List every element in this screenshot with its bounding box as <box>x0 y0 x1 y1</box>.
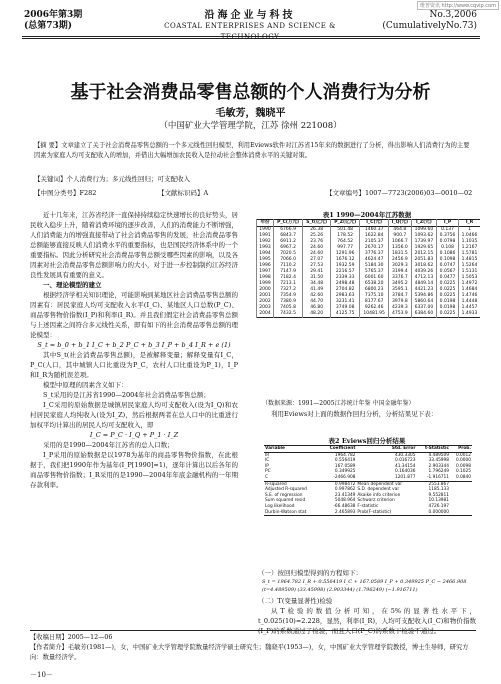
table-cell: 1676.12 <box>331 257 360 263</box>
table-cell: 7110.2 <box>273 263 302 269</box>
authors: 毛敏芳，魏晓平 <box>215 108 286 119</box>
table-header: I_Q(元) <box>389 220 412 227</box>
table-cell: 0.0798 <box>437 239 459 245</box>
table1-title: 表1 1990—2004年江苏数据 <box>322 211 412 219</box>
header-rule <box>22 36 480 37</box>
table-cell: 0.164036 <box>394 469 416 475</box>
table-cell: 2704.82 <box>331 287 360 293</box>
stats-cell: Mean dependent var <box>357 481 403 487</box>
stats-cell: 5048.964 <box>334 498 356 504</box>
table-cell: 3776.37 <box>360 251 389 257</box>
table-cell: 2001 <box>257 293 274 299</box>
table-header: I_C(元) <box>360 220 389 227</box>
table-cell: 41.49 <box>303 287 331 293</box>
table-cell: 1994 <box>257 251 274 257</box>
table-cell: 7213.1 <box>273 281 302 287</box>
stats-cell: Adjusted R-squared <box>265 487 307 493</box>
table-cell: 4125.75 <box>331 311 360 318</box>
table-cell: 2983.63 <box>331 293 360 299</box>
table-header: S_t(亿元) <box>303 220 331 227</box>
table-cell: 1.5131 <box>459 269 480 275</box>
table-cell: 7182.4 <box>273 275 302 281</box>
table-cell: 1093.62 <box>411 233 436 239</box>
table-cell: 1099.60 <box>411 227 436 234</box>
table-cell: 1066.7 <box>389 239 412 245</box>
table-cell: 2002 <box>257 299 274 305</box>
table-cell: 0.1086 <box>437 251 459 257</box>
keywords: 【关键词】个人消费行为；多元线性回归；可支配收入 <box>34 175 190 183</box>
table-cell: 3029.3 <box>389 263 412 269</box>
watermark: 维普资讯 http://www.cqvip.com <box>417 1 499 10</box>
classification-number: 【中图分类号】F282 <box>34 189 97 197</box>
table-cell: C <box>265 474 269 480</box>
table-cell: 0.1098 <box>437 257 459 263</box>
table-cell: 2051.83 <box>411 257 436 263</box>
table-cell: 997.77 <box>331 245 360 251</box>
table-cell: 0.0567 <box>437 269 459 275</box>
paragraph: 从T检验的数值分析可知，在5%的显著性水平下，t_0.025(10)=2.228，显然，利率(I_R)，人均可支配收入(I_C)和物价指数(I_P)的系数通过了检验，而且人口(P_C)的系数下检验不通过。 <box>258 607 476 635</box>
paragraph: 利用Eviews对上面的数据作回归分析，分析结果见下表： <box>271 410 438 418</box>
table-header: Prob. <box>458 446 471 451</box>
table-cell: 1.4448 <box>459 299 480 305</box>
stats-cell: 2553.867 <box>428 481 450 487</box>
paragraph: I_C采用的原始数据是城镇居民家庭人均可支配收入(设为I_Q)和农村居民家庭人均纯收入(设为I_Z)，然后根据两者在总人口中的比重进行加权平均计算出的居民人均可支配收入，即 <box>30 401 238 429</box>
table-cell: 3018.62 <box>411 263 436 269</box>
header-issue-right <box>382 10 477 32</box>
paragraph: I_P采用的原始数据是以1978为基年的商品零售物价指数，在此根据于，我们把1990年作为基年(I_P[1990]=1)，逐年计算出以后各年的商品零售物价指数；I_R采用的是1990—2004年年底金融机构的一年期存款利率。 <box>30 451 238 489</box>
table-cell: 2339.33 <box>331 275 360 281</box>
author-info: 【作者简介】毛敏芳(1981—)，女，中国矿业大学管理学院数量经济学硕士研究生；魏晓平(1953—)，女，中国矿业大学管理学院教授，博士生导师，研究方向：数量经济学。 <box>30 644 469 661</box>
stats-row <box>264 487 472 493</box>
table-cell: PC <box>265 469 271 475</box>
table-cell: 0.016723 <box>394 458 416 464</box>
table-cell: 0.0198 <box>437 305 459 311</box>
table-cell: 2498.48 <box>331 281 360 287</box>
table1-note: （数据来源：1991—2005江苏统计年鉴 中国金融年鉴） <box>262 400 415 407</box>
table-cell: 6800.23 <box>360 287 389 293</box>
table-cell: 0.349925 <box>334 469 356 475</box>
header-issue-left <box>24 10 82 32</box>
paragraph: 根据经济学相关知识理论，可能影响到某地区社会消费品零售总额的因素有：居民家庭人均可支配收入水平(I_C)、某地区人口总数(P_C)、商品零售物价指数(I_P)和利率(I_R)。并且我们假定社会消费品零售总额与上述因素之间符合多元线性关系，即有如下的社会消费品零售总额的理论模型： <box>30 291 238 339</box>
table-cell: 0.0098 <box>455 463 471 469</box>
table-cell: 7066.0 <box>273 257 302 263</box>
table-cell: 0.0000 <box>455 458 471 464</box>
article-number: 【文章编号】1007—7723(2006)03—0010—02 <box>326 189 473 197</box>
table-cell: 1991 <box>257 233 274 239</box>
abstract: 【摘 要】文章建立了关于社会消费品零售总额的一个多元线性回归模型，利用Eviews软件对江苏省15年来的数据进行了分析，得出影响人们消费行为的主要因素为家庭人均可支配收入的增加，并借出大幅增加农民收入是拉动社会整体消费水平的关键对策。 <box>34 142 470 159</box>
page-number: －10－ <box>30 671 53 679</box>
stats-cell: Akaike info criterion <box>357 492 401 498</box>
stats-cell: Log likelihood <box>265 503 295 509</box>
table-cell: 7432.5 <box>273 311 302 318</box>
table-cell: 1.4972 <box>459 281 480 287</box>
table-cell: 1.0466 <box>459 233 480 239</box>
table-cell: 501.48 <box>331 227 360 234</box>
table-cell: 4753.9 <box>389 311 412 318</box>
stats-cell: F-statistic <box>357 503 379 509</box>
table-cell: 1998 <box>257 275 274 281</box>
income-formula: I_C = P_C · I_Q + P_1 · I_Z <box>89 431 179 439</box>
table-cell: 1997 <box>257 269 274 275</box>
table-header: I_R <box>459 220 480 227</box>
table-cell: 0.0747 <box>437 263 459 269</box>
header-rule-thin <box>22 38 480 39</box>
stats-cell: 23.41349 <box>334 492 356 498</box>
stats-cell: Prob(F-statistic) <box>357 509 392 515</box>
table-cell: 9262.46 <box>360 305 389 311</box>
table-header: Std. Error <box>391 446 416 451</box>
stats-cell: Durbin-Watson stat <box>265 509 307 515</box>
table-cell: 0.108 <box>437 245 459 251</box>
table-cell: 1.1035 <box>459 239 480 245</box>
table-cell: 41.34154 <box>394 463 416 469</box>
table-cell: 1.5264 <box>459 263 480 269</box>
table-cell: 1622.84 <box>360 233 389 239</box>
table-cell: 6766.9 <box>273 227 302 234</box>
table-cell: 3979.8 <box>389 299 412 305</box>
stats-row <box>264 510 472 516</box>
table-cell: 3749.08 <box>331 305 360 311</box>
table-row <box>257 311 481 318</box>
table-cell: IR <box>265 452 270 458</box>
paragraph: 采用的是1990—2004年江苏省的总人口数； <box>43 441 174 449</box>
data-table <box>256 219 480 318</box>
received-date: 【收稿日期】2005—12—06 <box>30 634 113 641</box>
table-cell: 34.48 <box>303 281 331 287</box>
section-heading: 一、理论模型的建立 <box>43 281 102 289</box>
table-cell: 3376.7 <box>389 275 412 281</box>
stats-cell: 0.997862 <box>334 487 356 493</box>
stats-cell: 4726.197 <box>428 503 450 509</box>
table-cell: 4849.14 <box>411 281 436 287</box>
table-cell: 1201.877 <box>394 474 416 480</box>
table-cell: 4712.13 <box>411 275 436 281</box>
table-cell: 4624.47 <box>360 257 389 263</box>
stats-pad <box>450 510 472 516</box>
equation-stats: (t=4.489509) (33.45998) (2.903344) (1.796249) (−1.916711) <box>262 587 418 593</box>
table-cell: 24.60 <box>303 251 331 257</box>
table-cell: 48.20 <box>303 311 331 318</box>
table-cell: 7147.9 <box>273 269 302 275</box>
journal-en: COASTAL ENTERPRISES AND SCIENCE & TECHNOLOGY <box>164 22 336 41</box>
total-right: (CumulativelyNo.73) <box>382 21 477 31</box>
table-cell: 1.4933 <box>459 311 480 318</box>
table-cell: 1.796249 <box>428 469 450 475</box>
table-cell: 2.903344 <box>428 463 450 469</box>
table-cell: 1993 <box>257 245 274 251</box>
table-cell: 1995 <box>257 257 274 263</box>
table-cell: 5184.30 <box>360 263 389 269</box>
stats-cell: R-squared <box>265 481 287 487</box>
table-cell: -2466.908 <box>333 474 356 480</box>
table-cell: 1739.97 <box>411 239 436 245</box>
table-cell: 0.1025 <box>455 469 471 475</box>
table-cell: 0.0198 <box>437 299 459 305</box>
table-cell: 7380.9 <box>273 299 302 305</box>
table-cell: -1.916711 <box>426 474 450 480</box>
stats-cell: Sum squared resid <box>265 498 306 504</box>
table-cell: 1 <box>459 227 480 234</box>
journal-cn: 沿海企业与科技 <box>204 10 296 21</box>
table-cell: 4039.26 <box>411 269 436 275</box>
table-cell: 1996 <box>257 263 274 269</box>
table-cell: 27.53 <box>303 263 331 269</box>
paragraph: S_t采用的是江苏省1990—2004年社会消费品零售总额； <box>43 391 210 399</box>
table-cell: 2000 <box>257 287 274 293</box>
section-heading: （二）T(变量显著性)检验 <box>258 597 333 605</box>
table-cell: 1992 <box>257 239 274 245</box>
table-cell: 29.41 <box>303 269 331 275</box>
table-cell: 1831.5 <box>389 251 412 257</box>
intro-paragraph: 近十几年来，江苏省经济一直保持持续稳定快速增长的良好势头，居民收入稳步上升，随着消费环境的逐步改善，人们的消费能力不断增强，人们消费能力的增强直接带动了社会消费品零售的发展，社会消费品零售总额能够直接反映人们消费水平的重要指标，也是国民经济体系中的一个重要指标。因此分析研究社会消费品零售总额受哪些因素的影响，以及各因素对社会消费品零售总额影响力的大小，对于进一步控制制约江苏经济良性发展具有重要的意义。 <box>30 211 238 279</box>
table-cell: 0.3756 <box>437 233 459 239</box>
table-cell: 2105.37 <box>360 239 389 245</box>
table-cell: 1460.37 <box>360 227 389 234</box>
table-cell: 27.07 <box>303 257 331 263</box>
table-cell: 5765.37 <box>360 269 389 275</box>
affiliation: （中国矿业大学管理学院，江苏 徐州 221008） <box>159 121 342 131</box>
table-cell: 24.60 <box>303 245 331 251</box>
table-cell: 23.76 <box>303 239 331 245</box>
table-cell: 1.4684 <box>459 287 480 293</box>
paragraph: 模型中原理的因素含义如下： <box>43 381 128 389</box>
table-cell: 33.45998 <box>428 458 450 464</box>
table-cell: 1.5053 <box>459 275 480 281</box>
stats-cell: -66.48638 <box>333 503 356 509</box>
table-cell: 0.0225 <box>437 311 459 318</box>
table-cell: 900.7 <box>389 233 412 239</box>
table2-title: 表2 Eviews回归分析结果 <box>328 437 406 445</box>
stats-cell: 0.998472 <box>334 481 356 487</box>
table-cell: 430.3305 <box>394 452 416 458</box>
table-cell: 1990 <box>257 227 274 234</box>
table-cell: 7354.9 <box>273 293 302 299</box>
issue-left: 2006年第3期 <box>24 10 83 20</box>
stats-cell: 2.465893 <box>334 509 356 515</box>
table-cell: 0.556419 <box>334 458 356 464</box>
regression-table <box>264 445 472 516</box>
table-cell: 6001.60 <box>360 275 389 281</box>
paragraph: 其中S_t(社会消费品零售总额)，是被解释变量；解释变量有I_C，P_C(人口，其中城镇人口比重设为P_C，农村人口比重设为P_1)，I_P和I_R为随机误差项。 <box>30 351 238 379</box>
table-cell: 7020.5 <box>273 251 302 257</box>
table-cell: 6384.60 <box>411 311 436 318</box>
table-cell: 7327.2 <box>273 287 302 293</box>
stats-cell: Schwarz criterion <box>357 498 395 504</box>
table-cell: 8177.67 <box>360 299 389 305</box>
section-heading: （一）按回归模型得到的方程如下： <box>258 569 362 577</box>
table-cell: 0.0012 <box>455 452 471 458</box>
table-cell: 1.5781 <box>459 251 480 257</box>
table-header: I_Z(元) <box>411 220 436 227</box>
document-code: 【文献标识码】A <box>158 189 209 197</box>
table-cell: 2004 <box>257 311 274 318</box>
table-cell: IP <box>265 463 269 469</box>
stats-cell: 1185.133 <box>428 487 450 493</box>
table-cell: 1964.782 <box>334 452 356 458</box>
table-cell: 3595.1 <box>389 287 412 293</box>
table-header: Variable <box>265 446 285 451</box>
table-cell: 1.4457 <box>459 305 480 311</box>
stats-cell: S.D. dependent var <box>357 487 400 493</box>
table-cell: 5394.86 <box>411 293 436 299</box>
table-cell: 4.489509 <box>428 452 450 458</box>
table-cell: 1999 <box>257 281 274 287</box>
table-cell: 0.0225 <box>437 293 459 299</box>
table-cell: 1932.59 <box>331 263 360 269</box>
article-title: 基于社会消费品零售总额的个人消费行为分析 <box>70 82 431 103</box>
table-cell: 3495.2 <box>389 281 412 287</box>
table-cell: 0.0225 <box>437 281 459 287</box>
table-cell: 3199.4 <box>389 269 412 275</box>
footnote <box>30 630 476 663</box>
left-column <box>30 210 238 490</box>
table-cell: 6911.2 <box>273 239 302 245</box>
stats-cell: 9.552811 <box>428 492 450 498</box>
table-cell: 3231.41 <box>331 299 360 305</box>
table-header: P_C(万元) <box>273 220 302 227</box>
stats-cell: S.E. of regression <box>265 492 303 498</box>
table-cell: 1356.0 <box>389 245 412 251</box>
table-cell: 26.38 <box>303 227 331 234</box>
table-cell: 1.4746 <box>459 293 480 299</box>
table-header: Coefficient <box>329 446 356 451</box>
table-header: 年份 <box>257 220 274 227</box>
table-cell: 0.0840 <box>455 474 471 480</box>
table-cell: 42.60 <box>303 293 331 299</box>
table-cell: 2670.17 <box>360 245 389 251</box>
table-cell: 44.70 <box>303 299 331 305</box>
table-header: I_P <box>437 220 459 227</box>
table-cell: 1.2167 <box>459 245 480 251</box>
table-cell: 1.4815 <box>459 257 480 263</box>
table-cell: 25.26 <box>303 233 331 239</box>
table-header: t-Statistic <box>424 446 450 451</box>
issue-right: No.3,2006 <box>429 10 477 20</box>
table-cell: 3784.7 <box>389 293 412 299</box>
model-formula: S_t = b_0 + b_1 I_C + b_2 P_C + b_3 I_P + b_4 I_R + e (1) <box>37 341 231 349</box>
table-cell: 0.137 <box>437 227 459 234</box>
table-header: P_Z(亿元) <box>331 220 360 227</box>
table-cell: 1291.96 <box>331 251 360 257</box>
table-cell: 6843.7 <box>273 233 302 239</box>
table-cell: 4239.3 <box>389 305 412 311</box>
stats-cell: 0.000000 <box>428 509 450 515</box>
table-cell: IC <box>265 458 270 464</box>
table-cell: 7405.8 <box>273 305 302 311</box>
table-cell: 0.0477 <box>437 275 459 281</box>
table-cell: 1929.65 <box>411 245 436 251</box>
table-cell: 2216.57 <box>331 269 360 275</box>
table-cell: 2003 <box>257 305 274 311</box>
table-cell: 4421.23 <box>411 287 436 293</box>
table-cell: 6967.2 <box>273 245 302 251</box>
table-cell: 764.52 <box>331 239 360 245</box>
table-cell: 6337.00 <box>411 305 436 311</box>
table-cell: 464.8 <box>389 227 412 234</box>
table-cell: 2012.15 <box>411 251 436 257</box>
table-cell: 31.50 <box>303 275 331 281</box>
equation: S_t = 1964.782 I_R + 0.556419 I_C + 167.0589 I_P + 0.349925 P_C − 2466.908 <box>262 579 467 585</box>
table-cell: 46.80 <box>303 305 331 311</box>
table-cell: 6538.20 <box>360 281 389 287</box>
table-cell: 5860.64 <box>411 299 436 305</box>
table-cell: 178.52 <box>331 233 360 239</box>
table-cell: 7375.10 <box>360 293 389 299</box>
table-cell: 167.0589 <box>334 463 356 469</box>
table-cell: 2456.9 <box>389 257 412 263</box>
table-cell: 10481.95 <box>360 311 389 318</box>
stats-cell: 10.13981 <box>428 498 450 504</box>
table-cell: 0.0225 <box>437 287 459 293</box>
total-left: (总第73期) <box>24 21 73 31</box>
regression-equation <box>262 578 476 594</box>
